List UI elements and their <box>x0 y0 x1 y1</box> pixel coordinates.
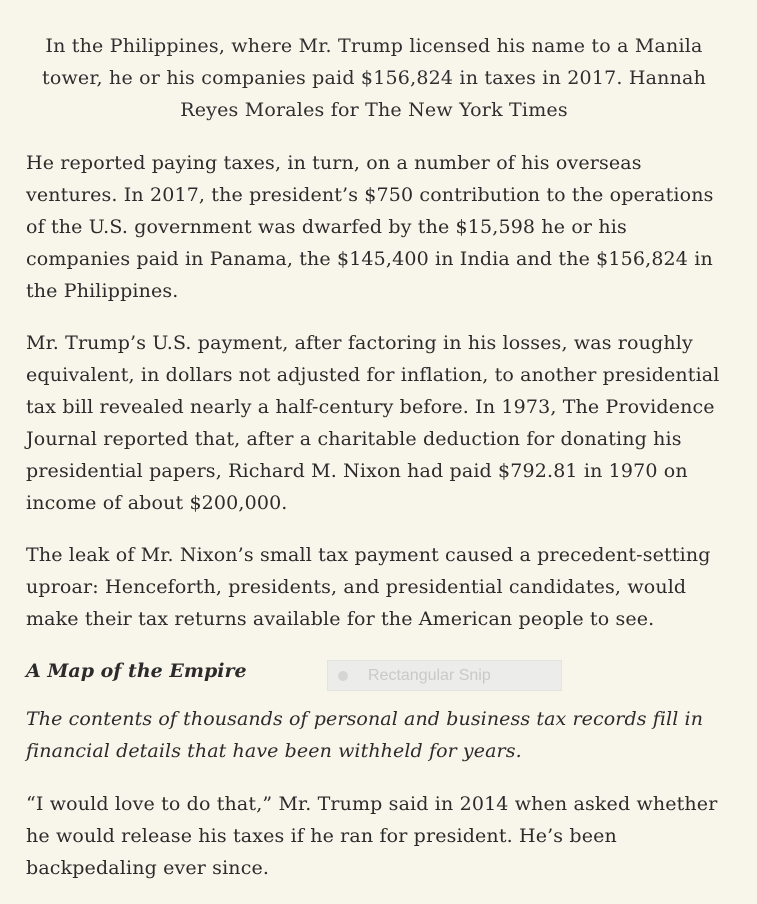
paragraph-precedent: The leak of Mr. Nixon’s small tax payment caused a precedent-setting uproar: Henceforth, presidents, and presidential candidates, would make their tax returns available for the American people to see. <box>26 544 711 630</box>
section-dek: The contents of thousands of personal and business tax records fill in financial details that have been withheld for years. <box>26 708 704 762</box>
paragraph-overseas-taxes: He reported paying taxes, in turn, on a number of his overseas ventures. In 2017, the president’s $750 contribution to the operations of the U.S. government was dwarfed by the $15,598 he or his companies paid in Panama, the $145,400 in India and the $156,824 in the Philippines. <box>26 152 714 302</box>
paragraph-nixon-comparison: Mr. Trump’s U.S. payment, after factoring in his losses, was roughly equivalent, in dollars not adjusted for inflation, to another presidential tax bill revealed nearly a half-century before. In 1973, The Providence Journal reported that, after a charitable deduction for donating his presidential papers, Richard M. Nixon had paid $792.81 in 1970 on income of about $200,000. <box>26 332 720 514</box>
snip-label: Rectangular Snip <box>368 666 491 684</box>
photo-caption: In the Philippines, where Mr. Trump licensed his name to a Manila tower, he or his companies paid $156,824 in taxes in 2017. Hannah Reyes Morales for The New York Times <box>41 35 707 121</box>
record-dot-icon <box>338 671 348 681</box>
article-body <box>26 30 726 904</box>
rectangular-snip-tooltip[interactable] <box>327 660 562 691</box>
paragraph-closing: “I would love to do that,” Mr. Trump said in 2014 when asked whether he would release his taxes if he ran for president. He’s been backpedaling ever since. <box>26 793 718 879</box>
section-heading: A Map of the Empire <box>26 660 247 682</box>
